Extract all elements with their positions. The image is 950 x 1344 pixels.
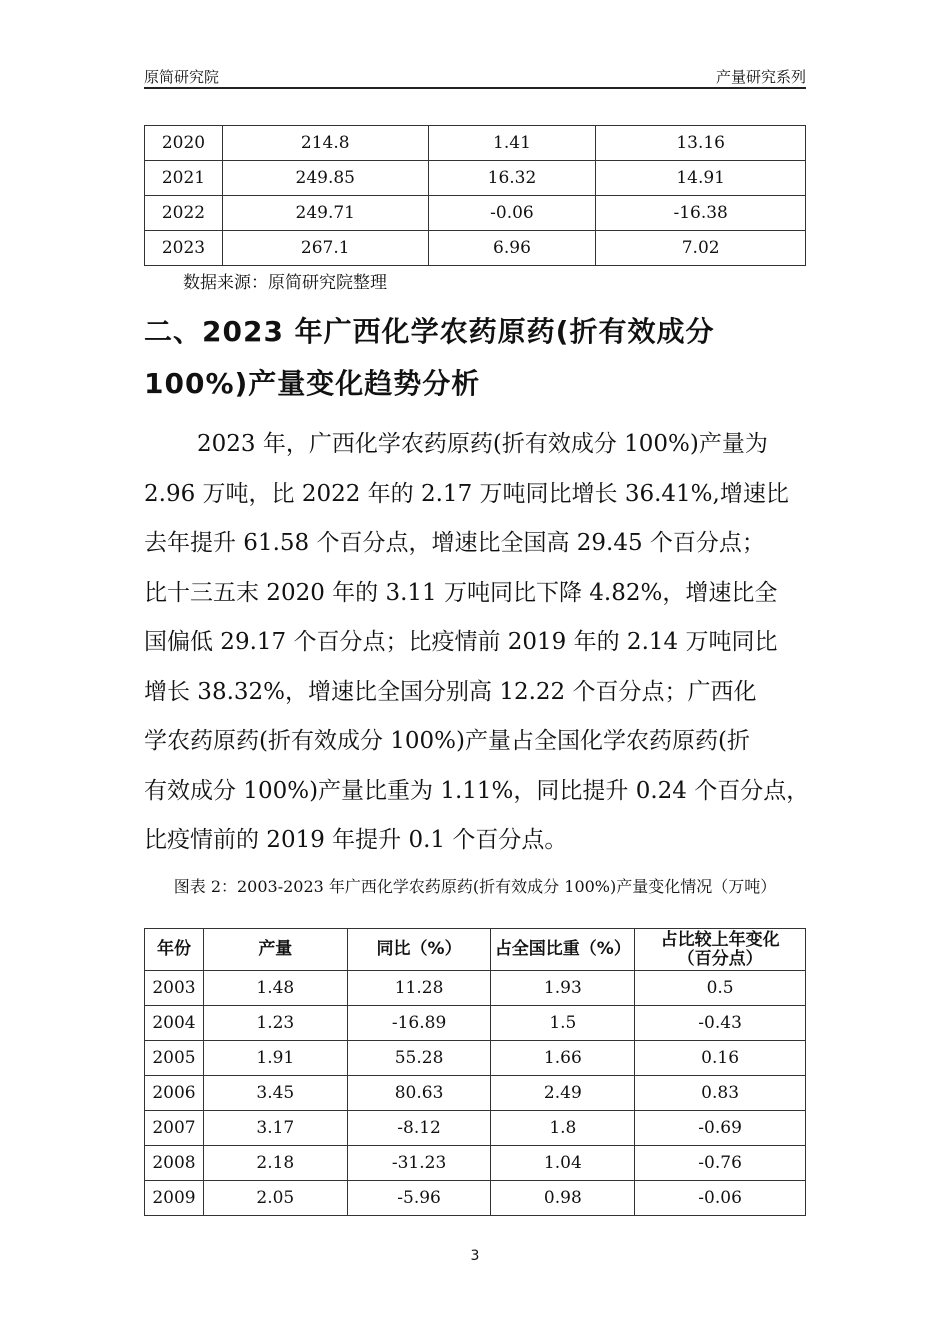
table-cell: 214.8 [222,126,428,161]
table-cell: 2023 [145,231,223,266]
paragraph-line: 有效成分 100%)产量比重为 1.11%，同比提升 0.24 个百分点， [144,777,810,804]
table-cell: 0.16 [635,1041,806,1076]
table-row [145,1076,806,1111]
table-cell: 2.05 [203,1181,347,1216]
table-cell: -16.38 [596,196,806,231]
table-cell: 3.17 [203,1111,347,1146]
table-cell: -8.12 [347,1111,491,1146]
table-cell: 2005 [145,1041,204,1076]
table-cell: 1.91 [203,1041,347,1076]
column-header: 同比（%） [347,929,491,971]
table-cell: -0.43 [635,1006,806,1041]
table-cell: 16.32 [428,161,596,196]
table-continued [144,125,806,266]
table-cell: 2009 [145,1181,204,1216]
paragraph-line: 学农药原药(折有效成分 100%)产量占全国化学农药原药(折 [144,728,750,754]
table-cell: 11.28 [347,971,491,1006]
body-paragraph [144,420,814,866]
table-row [145,161,806,196]
page-number: 3 [470,1248,480,1264]
section-heading-line2: 100%)产量变化趋势分析 [144,367,481,400]
table-cell: -31.23 [347,1146,491,1181]
paragraph-line: 国偏低 29.17 个百分点；比疫情前 2019 年的 2.14 万吨同比 [144,629,778,655]
table-cell: 1.93 [491,971,635,1006]
paragraph-line: 增长 38.32%，增速比全国分别高 12.22 个百分点；广西化 [144,678,757,705]
table-cell: 2022 [145,196,223,231]
table-cell: 2.49 [491,1076,635,1111]
table-cell: 0.5 [635,971,806,1006]
table-row [145,196,806,231]
section-heading-line1: 二、2023 年广西化学农药原药(折有效成分 [144,315,715,348]
table-cell: 249.85 [222,161,428,196]
table-cell: 2006 [145,1076,204,1111]
table-cell: 1.8 [491,1111,635,1146]
table-cell: 1.41 [428,126,596,161]
column-header: 年份 [145,929,204,971]
table-cell: 2008 [145,1146,204,1181]
table-cell: 2004 [145,1006,204,1041]
table-row [145,1041,806,1076]
header-right: 产量研究系列 [715,68,806,86]
table-cell: -0.06 [635,1181,806,1216]
table-cell: 6.96 [428,231,596,266]
table-cell: 80.63 [347,1076,491,1111]
table-cell: 13.16 [596,126,806,161]
table-cell: 2021 [145,161,223,196]
column-header: 占比较上年变化（百分点） [635,929,806,971]
table-cell: 1.66 [491,1041,635,1076]
table-row [145,1006,806,1041]
table-row [145,971,806,1006]
table-cell: 2.18 [203,1146,347,1181]
table-cell: -16.89 [347,1006,491,1041]
table-cell: 14.91 [596,161,806,196]
table-cell: -0.76 [635,1146,806,1181]
table-cell: 2020 [145,126,223,161]
column-header: 产量 [203,929,347,971]
table-cell: 267.1 [222,231,428,266]
table-cell: 249.71 [222,196,428,231]
table-row [145,231,806,266]
production-table [144,928,806,1216]
table-cell: 0.83 [635,1076,806,1111]
paragraph-line: 2023 年，广西化学农药原药(折有效成分 100%)产量为 [197,431,768,457]
paragraph-line: 去年提升 61.58 个百分点，增速比全国高 29.45 个百分点； [144,530,765,556]
table-caption: 图表 2：2003-2023 年广西化学农药原药(折有效成分 100%)产量变化情况（万吨） [173,877,777,896]
paragraph-line: 2.96 万吨，比 2022 年的 2.17 万吨同比增长 36.41%,增速比 [144,480,789,507]
table-row [145,126,806,161]
table-cell: 2003 [145,971,204,1006]
table-row [145,1146,806,1181]
table-cell: -0.69 [635,1111,806,1146]
table-cell: 0.98 [491,1181,635,1216]
table-cell: 2007 [145,1111,204,1146]
header-divider [144,87,806,89]
table-cell: 1.23 [203,1006,347,1041]
table-cell: -0.06 [428,196,596,231]
table-cell: -5.96 [347,1181,491,1216]
header-left: 原简研究院 [144,68,220,86]
table-cell: 55.28 [347,1041,491,1076]
table-row [145,1181,806,1216]
table-cell: 3.45 [203,1076,347,1111]
data-source: 数据来源：原简研究院整理 [183,273,387,293]
table-cell: 1.04 [491,1146,635,1181]
table-cell: 7.02 [596,231,806,266]
table-row [145,1111,806,1146]
paragraph-line: 比十三五末 2020 年的 3.11 万吨同比下降 4.82%，增速比全 [144,579,778,606]
table-cell: 1.48 [203,971,347,1006]
table-cell: 1.5 [491,1006,635,1041]
paragraph-line: 比疫情前的 2019 年提升 0.1 个百分点。 [144,827,568,853]
column-header: 占全国比重（%） [491,929,635,971]
